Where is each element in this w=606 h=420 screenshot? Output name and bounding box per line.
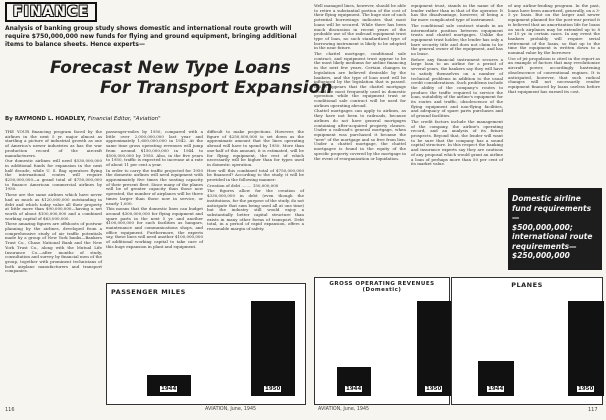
column-6 <box>508 4 600 186</box>
chart-bar-label: 1950 <box>578 386 594 392</box>
column-2 <box>106 130 203 280</box>
sidebar-line: international route <box>512 232 593 241</box>
headline-line1: Forecast New Type Loans <box>50 58 291 78</box>
chart-bar-label: 1950 <box>426 386 442 392</box>
paragraph: The chattel mortgage, conditional sale contract, and equipment trust appear to be the most likely mediums for airline financing in the next few years. Certain changes in legislation are believed desirable by the bankers, and the type of loan used will be influenced by the legislation that is passed. But it appears that the chattel mortgage would be most frequently used in domestic operation while the equipment trust or conditional sale contract will be used for airlines operating abroad. <box>314 51 406 108</box>
paragraph: The conditional sale contract stands in an intermediate position between equipment trusts and chattel mortgages. Unlike the equipment trust holder, the lender has only a bare security title and does not claim to be the general owner of the equipment, and has no lease. <box>411 22 503 57</box>
headline-line2: For Transport Expansion <box>100 78 333 98</box>
sidebar-line: fund requirements— <box>512 203 592 222</box>
column-4 <box>314 4 406 274</box>
paragraph: These are the same airlines which have never had as much as $120,000,000 outstanding in debt and which today value all their property at little more than $90,000,000—having a net worth of about $100,000,000 and a combined working capital of $63,000,000. <box>5 192 102 221</box>
paragraph: Well managed lines, however, should be able to retire a substantial portion of the cost of their flying equipment. The huge size of such potential borrowings indicates that most loans will be secured. While there has been much discussion in recent years of the probable use of the railroad equipment trust type of loan, no such standardized type of borrowing instrument is likely to be adopted in the near future. <box>314 3 406 51</box>
page-number-right: 117 <box>588 407 598 413</box>
paragraph: In order to carry the traffic projected for 1950 the domestic airlines will need equipment with approximately five times the seating capacity of their present fleet. Since many of the planes will be of greater capacity than those now operated, the number of airplanes will be three times larger than those now in service, or nearly 1,000. <box>106 167 203 206</box>
chart-bar <box>568 301 604 396</box>
chart-title: PLANES <box>511 281 543 289</box>
passenger-miles-chart <box>106 283 306 405</box>
planes-chart <box>451 277 603 405</box>
column-3 <box>207 130 304 280</box>
paragraph: passenger-miles by 1950, compared with a little over 2,000,000,000 last year and approximately 1,600,000,000 in 1942. At the same time gross operating revenues will jump from around $150,000,000 in 1944 to $500,000,000 by 1950. Also, in the five years to 1950, traffic is expected to increase at a rate of about 11 per cent a year. <box>106 129 203 167</box>
paragraph: The credit factors include the management of the company, the airline's operating record, and an analysis of its future prospects. Beyond that, the lender will want to be sure that the company has a sound capital structure. In this respect the banking and insurance experts say they are cautious of any proposal which would grant an airline a loan of perhaps more than 50 per cent of its market value. <box>411 118 503 167</box>
paragraph: This means that the domestic lines can budget around $300,000,000 for flying equipment and spare parts in the next 5 yr. and another $100,000,000 for such facilities as hangars, maintenance and communications shops, and office equipment. Furthermore, the experts say, these lines will need another $100,000,000 of additional working capital to take care of this huge expansion in plant and equipment. <box>106 206 203 249</box>
sidebar-line: Domestic airline <box>512 194 581 203</box>
sidebar-line: requirements— <box>512 241 577 251</box>
paragraph: difficult to make projections. However, the figure of $250,000,000 is set down as the approximate amount that the lines operating abroad will have to spend by 1950. More than one-half of this amount, it is estimated, will be for flying equipment, the rest of which necessarily will be higher than for types used in domestic operation. <box>207 129 304 167</box>
paragraph: Use of jet propulsion is cited in the report as an example of factors that may revolutionize aircraft power, accordingly hastening obsolescence of conventional engines. It is anticipated, however, that such radical changes will not necessarily render equipment financed by loans useless before that equipment has earned its cost. <box>508 55 600 94</box>
sidebar-line: $250,000,000 <box>512 251 570 260</box>
paragraph: equipment trust, stands in the name of the lender rather than in that of the operator. It has the disadvantage, however, of being a far more complicated type of instrument. <box>411 3 503 23</box>
byline-author: By RAYMOND L. HOADLEY, <box>5 116 86 122</box>
column-5 <box>411 4 503 274</box>
column-1 <box>5 130 102 410</box>
chart-title: PASSENGER MILES <box>111 288 186 296</box>
magazine-footer-right: AVIATION, June, 1945 <box>318 407 370 412</box>
magazine-footer-left: AVIATION, June, 1945 <box>205 407 257 412</box>
chart-bar-label: 1944 <box>346 386 362 392</box>
gross-revenues-chart <box>314 277 450 405</box>
paragraph: Creation of debt ........ 150,000,000 <box>207 182 279 188</box>
paragraph: Before any financial instrument secures a large loan to an airline for a period of several years, the bankers say they will have to satisfy themselves on a number of technical problems in addition to the usual credit considerations. Such problems include the ability of the company's routes to produce the traffic required to service the loan, suitability of the airline's equipment for its routes and traffic, obsolescence of the flying equipment and non-flying facilities, and adequacy of spare parts purchases and of ground facilities. <box>411 56 503 119</box>
byline-role: Financial Editor, "Aviation" <box>87 116 161 122</box>
paragraph: of any airline-lending program. In the past, loans have been amortized, generally, on a 3-5 yr. basis. But on the larger and newer equipment planned for the post-war period it is believed that an amortization life for loans on such airplanes may be extended up to 8 or 10 yr. in certain cases. In any event the bankers probably will require serial retirement of the loans, so that up to the time the equipment is written down to a nominal value by the borrower. <box>508 3 600 56</box>
paragraph: The figures allow for the creation of $330,000,000 in debt (even though the institutions, for the purpose of the study, do not anticipate that sum being used all at one time) but the industry still would enjoy a substantially better capital structure than exists in many other forms of transport. Debt total, in a period of rapid expansion, offers a reasonable margin of safety. <box>207 188 304 232</box>
paragraph: How will this combined total of $750,000,000 be financed? According to the study, it will be provided in the following manner: <box>207 167 304 183</box>
paragraph: THE YOUR financing program faced by the airlines in the next 5 yr. major almost as startling a picture of industrial growth as one of America's newer industries as has the war production record of the aircraft manufacturers. <box>5 129 102 158</box>
paragraph: These amazing figures are offshoots of postwar planning by the airlines, developed from a comprehensive study of air traffic potentials made by a group of New York banks—Bankers Trust Co., Chase National Bank and the New York Trust Co., along with the Mutual Life Insurance Co.—after months of study, consultation and survey by financial men of the group, together with prominent technicians of both airplane manufacturers and transport companies. <box>5 221 102 274</box>
chart-bar-label: 1950 <box>265 386 281 392</box>
paragraph: Chattel mortgages can apply to airlines, as they have not been to railroads, because airlines do not have general mortgages containing after-acquired property clauses. Under a railroad's general mortgage, when equipment was purchased it became the "new" of the mortgage and so free from lien. Under a chattel mortgage, the chattel mortgagee is found in the equity of the specific property covered by the mortgage in the event of reorganization or liquidation. <box>314 108 406 161</box>
paragraph: Our domestic airlines will need $530,000,000 in additional funds for expansion in the next half decade, while U. S. flag operators flying the international routes will require $250,000,000—a grand total of $750,000,000 to finance American commercial airlines by 1950. <box>5 158 102 192</box>
chart-title: GROSS OPERATING REVENUES (Domestic) <box>329 281 435 293</box>
chart-bar-label: 1944 <box>488 386 504 392</box>
byline <box>5 116 161 122</box>
fund-requirements-sidebar <box>508 188 602 270</box>
headline <box>50 58 350 98</box>
chart-bar-label: 1944 <box>161 386 177 392</box>
chart-bar <box>251 301 295 396</box>
section-title: FINANCE <box>5 2 97 22</box>
page-number-left: 116 <box>5 407 15 413</box>
sidebar-line: $500,000,000; <box>512 222 573 232</box>
intro-text: Analysis of banking group study shows domestic and international route growth will require $750,000,000 new funds for flying and ground equipment, bringing additional items to balance sheets. Hence experts— <box>5 25 297 48</box>
chart-bar <box>417 301 451 396</box>
